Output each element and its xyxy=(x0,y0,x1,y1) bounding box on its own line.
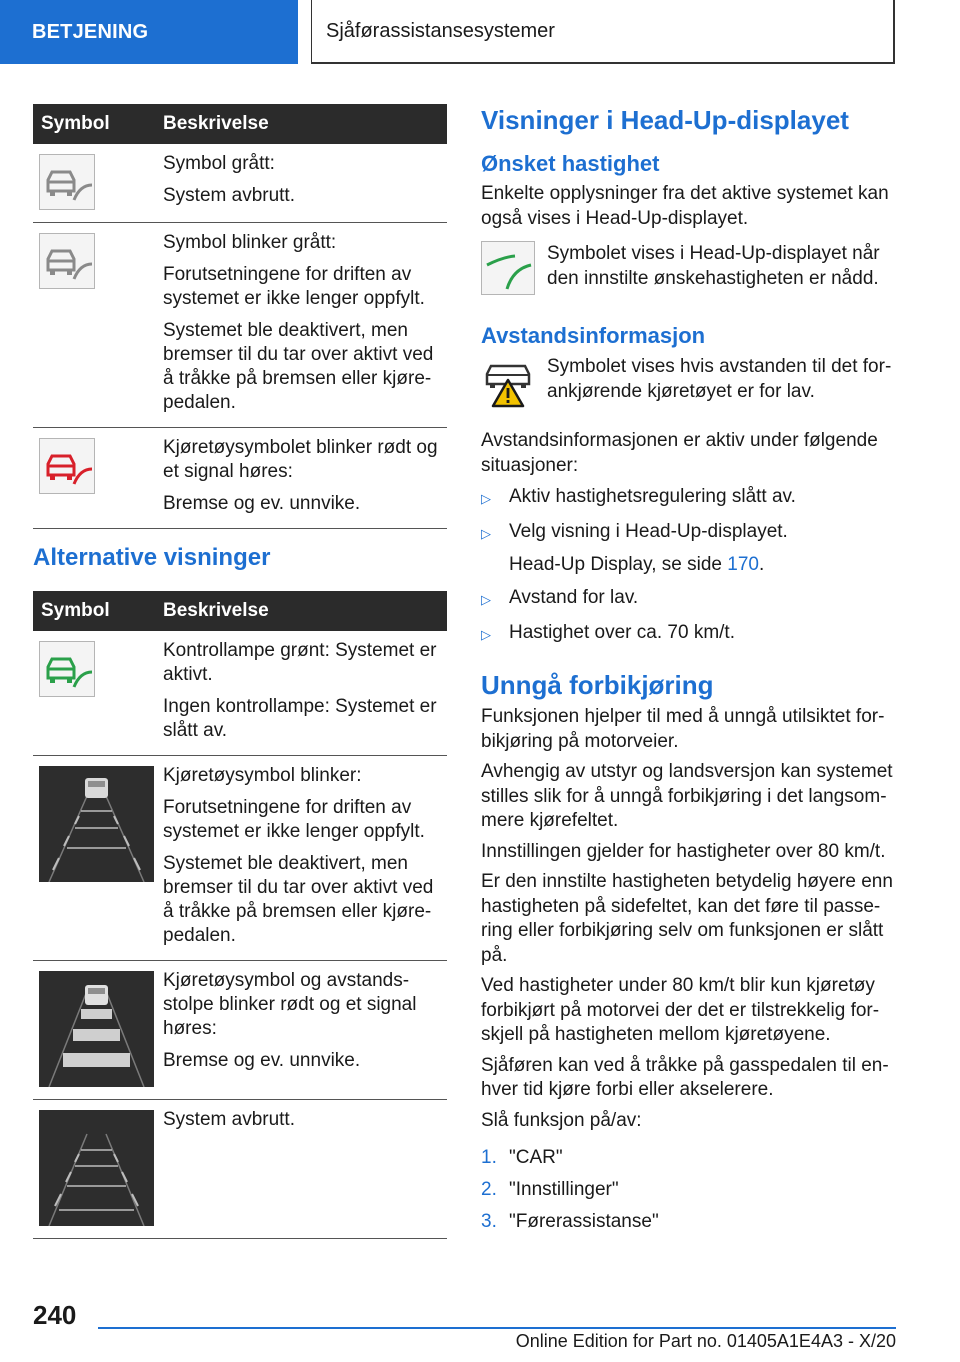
col-description: Beskrivelse xyxy=(163,113,269,134)
table-row xyxy=(33,428,447,529)
row-text: Forutsetningene for driften av systemet er ikke lenger oppfylt. xyxy=(163,797,425,842)
vehicle-gray-icon xyxy=(39,154,95,210)
note-text: Head-Up Display, se side xyxy=(509,554,728,575)
triangle-bullet-icon: ▷ xyxy=(481,491,491,506)
triangle-bullet-icon: ▷ xyxy=(481,526,491,541)
bullet-list xyxy=(481,484,896,647)
list-item xyxy=(481,1209,896,1234)
distance-warning-icon xyxy=(481,354,535,408)
list-item-text: Aktiv hastighetsregulering slått av. xyxy=(509,486,796,507)
table-row xyxy=(33,756,447,961)
triangle-bullet-icon: ▷ xyxy=(481,592,491,607)
right-column xyxy=(481,104,896,1241)
list-item-note xyxy=(481,552,896,577)
list-item xyxy=(481,585,896,612)
table-header xyxy=(33,591,447,631)
paragraph: Avstandsinformasjonen er aktiv under følgende situasjoner: xyxy=(481,430,878,476)
section-tab: BETJENING xyxy=(0,0,298,64)
list-item xyxy=(481,1177,896,1202)
row-text: Ingen kontrollampe: Systemet er slått av. xyxy=(163,696,437,741)
list-item xyxy=(481,1145,896,1170)
row-text: Symbol grått: xyxy=(163,153,275,174)
page-link[interactable]: 170 xyxy=(727,554,759,575)
row-text: Symbol blinker grått: xyxy=(163,232,337,253)
paragraph: Slå funksjon på/av: xyxy=(481,1109,642,1131)
step-text: "Innstillinger" xyxy=(509,1179,619,1200)
table-row xyxy=(33,631,447,756)
col-description: Beskrivelse xyxy=(163,600,269,621)
step-text: "Førerassistanse" xyxy=(509,1211,659,1232)
list-item-text: Velg visning i Head-Up-displayet. xyxy=(509,521,788,542)
step-number: 1. xyxy=(481,1147,497,1168)
vehicle-red-icon xyxy=(39,438,95,494)
table-row xyxy=(33,223,447,428)
row-text: Bremse og ev. unnvike. xyxy=(163,493,361,514)
col-symbol: Symbol xyxy=(41,600,110,621)
hud-distance-bar-image xyxy=(39,971,154,1087)
paragraph: Avhengig av utstyr og landsversjon kan systemet stilles slik for å unngå forbikjøring i det langsommere kjørefeltet. xyxy=(481,761,893,831)
table-row xyxy=(33,1100,447,1239)
symbol-description: Symbolet vises hvis avstanden til det forankjørende kjøretøyet er for lav. xyxy=(547,356,892,402)
list-item xyxy=(481,519,896,546)
footer-divider xyxy=(98,1327,896,1329)
row-text: Forutsetningene for driften av systemet er ikke lenger oppfylt. xyxy=(163,264,425,309)
triangle-bullet-icon: ▷ xyxy=(481,627,491,642)
hud-lanes-image xyxy=(39,1110,154,1226)
row-text: Systemet ble deaktivert, men bremser til du tar over aktivt ved å tråkke på bremsen eller kjørepedalen. xyxy=(163,853,434,946)
list-item-text: Hastighet over ca. 70 km/t. xyxy=(509,622,735,643)
list-item xyxy=(481,620,896,647)
step-number: 2. xyxy=(481,1179,497,1200)
row-text: Kjøretøysymbol og avstandsstolpe blinker rødt og et signal høres: xyxy=(163,970,417,1039)
row-text: Bremse og ev. unnvike. xyxy=(163,1050,361,1071)
row-text: System avbrutt. xyxy=(163,1109,295,1130)
col-symbol: Symbol xyxy=(41,113,110,134)
overtaking-heading: Unngå forbikjøring xyxy=(481,670,714,700)
paragraph: Ved hastigheter under 80 km/t blir kun kjøretøy forbikjørt på motorvei der det er tilstrekkelig forskjell på hastigheten mellom kjøretøyene. xyxy=(481,975,880,1045)
paragraph: Enkelte opplysninger fra det aktive systemet kan også vises i Head-Up-displayet. xyxy=(481,183,889,229)
hud-vehicle-ahead-image xyxy=(39,766,154,882)
list-item-text: Avstand for lav. xyxy=(509,587,639,608)
symbol-table-2 xyxy=(33,591,447,1239)
section-heading: Visninger i Head-Up-displayet xyxy=(481,105,849,135)
distance-symbol-row xyxy=(481,354,896,413)
alt-views-heading: Alternative visninger xyxy=(33,544,271,571)
speed-reached-icon xyxy=(481,241,535,295)
paragraph: Er den innstilte hastigheten betydelig høyere enn hastigheten på sidefeltet, kan det føre til passering eller forbikjøring selv om funksjonen er slått på. xyxy=(481,871,893,966)
distance-info-heading: Avstandsinformasjon xyxy=(481,323,706,348)
vehicle-green-icon xyxy=(39,641,95,697)
table-row xyxy=(33,144,447,223)
table-header xyxy=(33,104,447,144)
steps-list xyxy=(481,1145,896,1234)
row-text: Kontrollampe grønt: Systemet er aktivt. xyxy=(163,640,437,685)
row-text: Systemet ble deaktivert, men bremser til du tar over aktivt ved å tråkke på bremsen eller kjørepedalen. xyxy=(163,320,434,413)
note-suffix: . xyxy=(758,554,765,575)
symbol-table-1 xyxy=(33,104,447,529)
chapter-title: Sjåførassistansesystemer xyxy=(311,0,895,64)
paragraph: Funksjonen hjelper til med å unngå utilsiktet forbikjøring på motorveier. xyxy=(481,706,885,752)
paragraph: Innstillingen gjelder for hastigheter over 80 km/t. xyxy=(481,840,886,862)
symbol-description: Symbolet vises i Head-Up-displayet når den innstilte ønskehastigheten er nådd. xyxy=(547,243,880,289)
row-text: System avbrutt. xyxy=(163,185,295,206)
step-text: "CAR" xyxy=(509,1147,563,1168)
edition-text: Online Edition for Part no. 01405A1E4A3 - X/20 xyxy=(515,1331,896,1351)
vehicle-gray-icon xyxy=(39,233,95,289)
step-number: 3. xyxy=(481,1211,497,1232)
table-row xyxy=(33,961,447,1100)
desired-speed-symbol-row xyxy=(481,241,896,300)
list-item xyxy=(481,484,896,511)
page-number: 240 xyxy=(33,1300,77,1330)
desired-speed-heading: Ønsket hastighet xyxy=(481,151,660,176)
row-text: Kjøretøysymbol blinker: xyxy=(163,765,362,786)
row-text: Kjøretøysymbolet blinker rødt og et signal høres: xyxy=(163,437,438,482)
paragraph: Sjåføren kan ved å tråkke på gasspedalen til enhver tid kjøre forbi eller akselerere. xyxy=(481,1054,889,1100)
